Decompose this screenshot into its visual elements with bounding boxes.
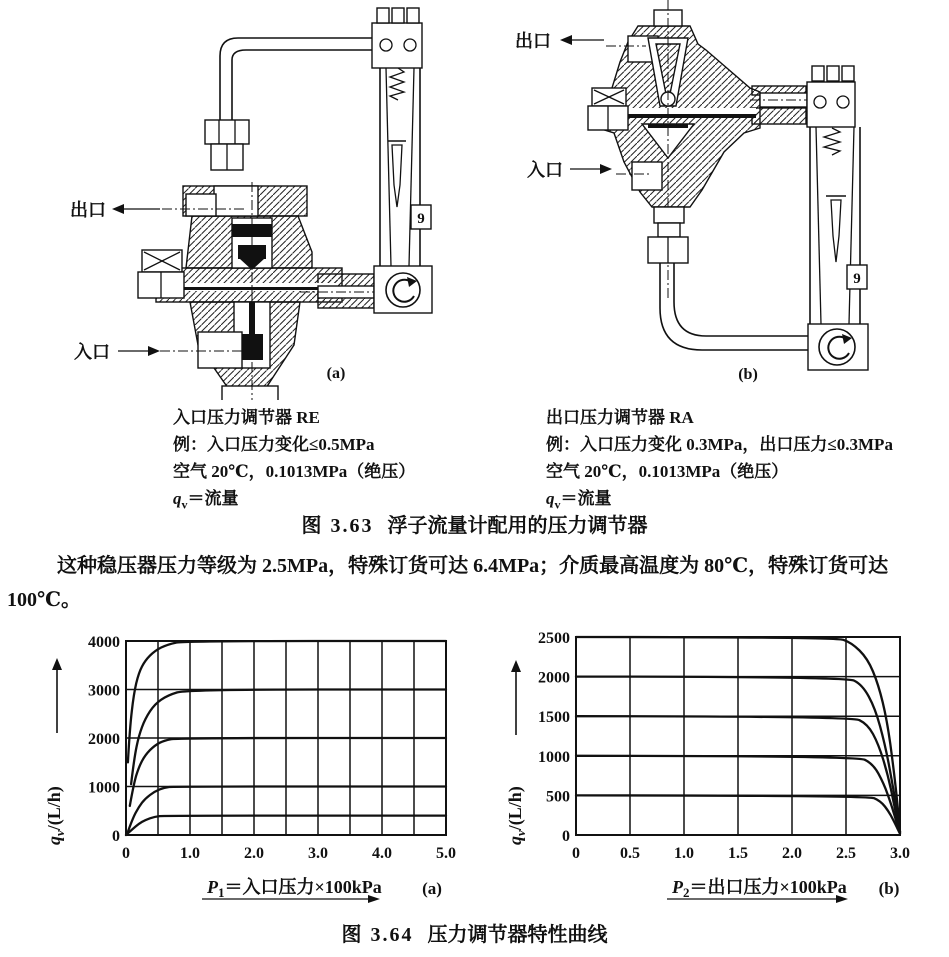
y-axis-annotation-a [44, 658, 67, 845]
label-outlet-a [70, 199, 160, 220]
y-tick: 3000 [88, 682, 120, 700]
y-axis-label-b: $q_v/(L/h)$ [505, 786, 528, 845]
body-paragraph: 这种稳压器压力等级为 2.5MPa，特殊订货可达 6.4MPa；介质最高温度为 80℃，特殊订货可达 100℃。 [7, 555, 889, 611]
x-axis-label-a: $P_1=$入口压力×100kPa [207, 877, 382, 900]
figure-364-caption [0, 918, 949, 947]
inlet-label-b: 入口 [527, 160, 563, 180]
x-tick: 5.0 [436, 845, 456, 862]
y-tick: 2500 [538, 630, 570, 647]
inlet-arrow [148, 346, 160, 356]
figure-363-title: 浮子流量计配用的压力调节器 [387, 515, 648, 537]
chart-panel-b: (b) [878, 879, 900, 898]
y-tick: 500 [546, 788, 570, 806]
diagram-b-regulator-ra [515, 0, 868, 383]
y-tick: 1500 [538, 709, 570, 727]
x-axis-annotation-a [202, 876, 442, 903]
note-a-line1: 入口压力调节器 RE [173, 408, 320, 427]
x-tick: 1.0 [180, 845, 200, 862]
figure-364-number: 图 3.64 [341, 924, 414, 946]
y-axis-annotation-b [505, 660, 528, 845]
needle-valve-block [374, 266, 432, 313]
note-a-line3: 空气 20℃，0.1013MPa（绝压） [173, 462, 416, 481]
figure-363-caption [0, 509, 949, 538]
note-b-line3: 空气 20℃，0.1013MPa（绝压） [546, 462, 789, 481]
float [388, 141, 406, 207]
spring-b [824, 128, 840, 155]
scale-tag-label: 9 [417, 211, 425, 227]
rotameter-b [810, 127, 867, 324]
regulator-body-b [598, 10, 806, 207]
outlet-port [186, 194, 216, 216]
x-tick: 2.0 [244, 845, 264, 862]
pipe-bottom-u [648, 207, 808, 350]
float-b [826, 196, 846, 262]
plot-area [538, 630, 910, 862]
note-a-line2: 例：入口压力变化≤0.5MPa [173, 435, 375, 454]
diagram-a-regulator-re [70, 8, 432, 400]
note-a-line4: $q_v=$流量 [173, 489, 239, 512]
scale-tag-label-b: 9 [853, 271, 861, 287]
outlet-label: 出口 [70, 200, 106, 220]
y-tick: 4000 [88, 634, 120, 651]
plot-area [88, 634, 456, 862]
note-b-line2: 例：入口压力变化 0.3MPa，出口压力≤0.3MPa [546, 435, 893, 454]
inlet-port-b [632, 162, 662, 190]
x-tick: 3.0 [308, 845, 328, 862]
x-axis-annotation-b [667, 876, 899, 903]
x-tick: 0.5 [620, 845, 640, 862]
note-b-line1: 出口压力调节器 RA [546, 408, 694, 427]
y-axis-label-a: $q_v/(L/h)$ [44, 786, 67, 845]
label-outlet-b [515, 30, 604, 51]
rotameter [380, 68, 431, 266]
y-tick: 2000 [538, 669, 570, 687]
adjusting-fitting-b [588, 88, 628, 130]
x-axis-label-b: $P_2=$出口压力×100kPa [672, 877, 847, 900]
x-tick: 4.0 [372, 845, 392, 862]
x-tick: 2.0 [782, 845, 802, 862]
flowmeter-top-fitting-b [807, 66, 855, 127]
outlet-label-b: 出口 [515, 31, 551, 51]
x-tick: 1.5 [728, 845, 748, 862]
spring [390, 68, 404, 100]
inlet-label: 入口 [74, 342, 110, 362]
needle-valve-block-b [808, 324, 868, 370]
adjusting-fitting [138, 250, 184, 298]
inlet-arrow-b [600, 164, 612, 174]
diaphragm [162, 287, 336, 290]
note-regulator-re [173, 404, 415, 518]
y-axis-arrow-a [52, 658, 62, 670]
x-tick: 0 [572, 845, 580, 862]
label-inlet-a [74, 341, 160, 362]
x-tick: 1.0 [674, 845, 694, 862]
figure-363-diagrams [0, 0, 949, 400]
y-tick: 0 [112, 828, 120, 845]
series-curve [131, 690, 446, 785]
x-tick: 0 [122, 845, 130, 862]
panel-label-b: (b) [738, 366, 758, 383]
figure-363-number: 图 3.63 [301, 515, 374, 537]
note-regulator-ra [546, 404, 893, 518]
x-tick: 2.5 [836, 845, 856, 862]
outlet-arrow-b [560, 35, 572, 45]
chart-outlet-pressure [495, 618, 925, 910]
inlet-port [198, 332, 242, 368]
label-inlet-b [527, 159, 612, 180]
series-curve [128, 641, 446, 762]
y-tick: 1000 [88, 779, 120, 797]
outlet-arrow [112, 204, 124, 214]
y-tick: 0 [562, 828, 570, 845]
note-b-line4: $q_v=$流量 [546, 489, 612, 512]
series-curve [130, 738, 446, 806]
pipe-nuts [205, 120, 249, 170]
chart-panel-a: (a) [422, 879, 442, 898]
x-tick: 3.0 [890, 845, 910, 862]
y-axis-arrow-b [511, 660, 521, 672]
y-tick: 1000 [538, 748, 570, 766]
y-tick: 2000 [88, 731, 120, 748]
panel-label-a: (a) [326, 365, 346, 382]
figure-364-title: 压力调节器特性曲线 [427, 924, 608, 946]
chart-inlet-pressure [40, 618, 460, 910]
flowmeter-top-fitting [372, 8, 422, 68]
diaphragm-b [616, 114, 756, 118]
